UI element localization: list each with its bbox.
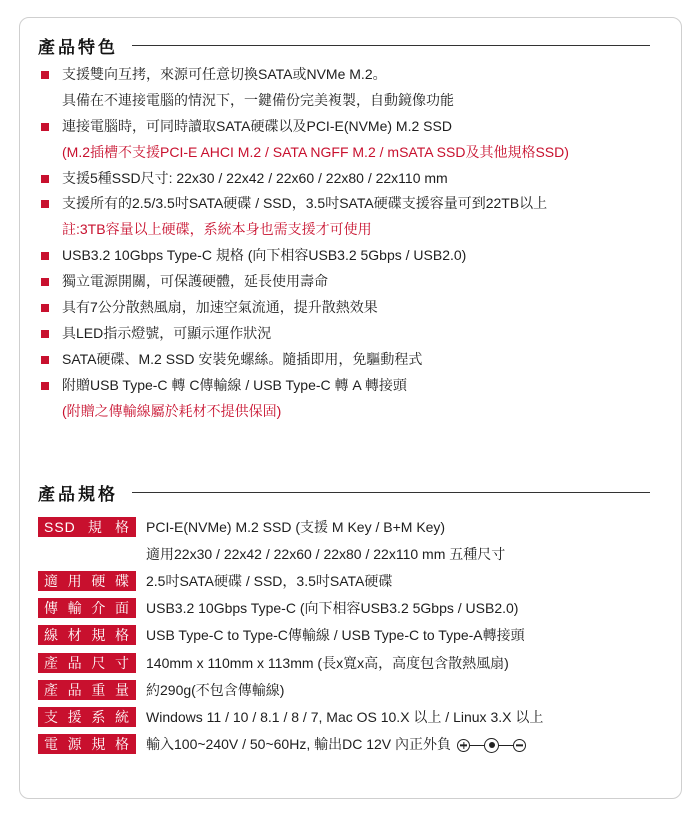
feature-text: (附贈之傳輸線屬於耗材不提供保固) xyxy=(62,402,282,419)
feature-text: 具備在不連接電腦的情況下，一鍵備份完美複製，自動鏡像功能 xyxy=(62,91,454,108)
spec-value-wrap xyxy=(38,544,505,564)
specs-table xyxy=(38,513,663,758)
feature-item xyxy=(38,114,663,140)
feature-text: 支援所有的2.5/3.5吋SATA硬碟 / SSD，3.5吋SATA硬碟支援容量可到22TB以上 xyxy=(62,195,548,212)
bullet-square-icon xyxy=(41,123,49,131)
spec-value-wrap xyxy=(136,734,526,754)
feature-text: 支援5種SSD尺寸: 22x30 / 22x42 / 22x60 / 22x80 / 22x110 mm xyxy=(62,169,448,186)
spec-value-wrap xyxy=(136,517,445,537)
features-header xyxy=(38,33,650,57)
spec-value-wrap xyxy=(136,680,284,700)
spec-label: SSD規格 xyxy=(38,517,136,537)
bullet-square-icon xyxy=(41,382,49,390)
feature-note xyxy=(38,399,663,425)
bullet-square-icon xyxy=(41,304,49,312)
bullet-square-icon xyxy=(41,330,49,338)
spec-value: USB3.2 10Gbps Type-C (向下相容USB3.2 5Gbps / USB2.0) xyxy=(146,600,519,617)
spec-label: 產品尺寸 xyxy=(38,653,136,673)
spec-label: 產品重量 xyxy=(38,680,136,700)
feature-item xyxy=(38,62,663,88)
spec-value: 適用22x30 / 22x42 / 22x60 / 22x80 / 22x110 mm 五種尺寸 xyxy=(146,545,506,562)
feature-text: 獨立電源開關，可保護硬體，延長使用壽命 xyxy=(62,273,328,290)
specs-divider xyxy=(132,492,650,493)
spec-label: 電源規格 xyxy=(38,734,136,754)
spec-row xyxy=(38,567,663,594)
spec-value: 約290g(不包含傳輸線) xyxy=(146,681,285,698)
bullet-square-icon xyxy=(41,252,49,260)
spec-row xyxy=(38,622,663,649)
specs-header xyxy=(38,480,650,504)
feature-item xyxy=(38,321,663,347)
spec-value-wrap xyxy=(136,625,525,645)
spec-row xyxy=(38,703,663,730)
spec-label: 線材規格 xyxy=(38,625,136,645)
feature-text: 支援雙向互拷，來源可任意切換SATA或NVMe M.2。 xyxy=(62,66,387,82)
feature-note xyxy=(38,88,663,114)
features-divider xyxy=(132,45,650,46)
spec-row xyxy=(38,731,663,758)
feature-item xyxy=(38,166,663,192)
bullet-square-icon xyxy=(41,200,49,208)
feature-text: (M.2插槽不支援PCI-E AHCI M.2 / SATA NGFF M.2 / mSATA SSD及其他規格SSD) xyxy=(62,143,569,160)
feature-text: 具LED指示燈號，可顯示運作狀況 xyxy=(62,324,272,341)
spec-value: USB Type-C to Type-C傳輸線 / USB Type-C to Type-A轉接頭 xyxy=(146,627,525,644)
spec-value-wrap xyxy=(136,598,518,618)
feature-text: 具有7公分散熱風扇，加速空氣流通，提升散熱效果 xyxy=(62,299,378,316)
feature-text: USB3.2 10Gbps Type-C 規格 (向下相容USB3.2 5Gbps / USB2.0) xyxy=(62,247,467,264)
feature-note xyxy=(38,217,663,243)
bullet-square-icon xyxy=(41,71,49,79)
spec-value: Windows 11 / 10 / 8.1 / 8 / 7, Mac OS 10.X 以上 / Linux 3.X 以上 xyxy=(146,708,544,725)
feature-item xyxy=(38,295,663,321)
feature-item xyxy=(38,243,663,269)
bullet-square-icon xyxy=(41,175,49,183)
spec-value: 140mm x 110mm x 113mm (長x寬x高，高度包含散熱風扇) xyxy=(146,654,509,671)
spec-row xyxy=(38,649,663,676)
spec-row xyxy=(38,540,663,567)
feature-item xyxy=(38,347,663,373)
spec-value: PCI-E(NVMe) M.2 SSD (支援 M Key / B+M Key) xyxy=(146,518,446,535)
feature-text: 註:3TB容量以上硬碟，系統本身也需支援才可使用 xyxy=(62,221,372,238)
specs-title: 產品規格 xyxy=(38,484,118,504)
spec-label: 適用硬碟 xyxy=(38,571,136,591)
spec-label: 傳輸介面 xyxy=(38,598,136,618)
feature-note xyxy=(38,140,663,166)
feature-text: SATA硬碟、M.2 SSD 安裝免螺絲。隨插即用，免驅動程式 xyxy=(62,350,423,367)
feature-item xyxy=(38,269,663,295)
feature-text: 附贈USB Type-C 轉 C傳輸線 / USB Type-C 轉 A 轉接頭 xyxy=(62,376,407,393)
spec-label: 支援系統 xyxy=(38,707,136,727)
spec-value-wrap xyxy=(136,707,543,727)
features-title: 產品特色 xyxy=(38,37,118,57)
spec-row xyxy=(38,513,663,540)
spec-row xyxy=(38,676,663,703)
feature-text: 連接電腦時，可同時讀取SATA硬碟以及PCI-E(NVMe) M.2 SSD xyxy=(62,117,452,134)
spec-value: 輸入100~240V / 50~60Hz, 輸出DC 12V 內正外負 xyxy=(146,736,452,753)
center-positive-polarity-icon xyxy=(457,738,526,753)
features-list xyxy=(38,62,663,424)
spec-value-wrap xyxy=(136,653,509,673)
bullet-square-icon xyxy=(41,278,49,286)
feature-item xyxy=(38,373,663,399)
spec-value-wrap xyxy=(136,571,392,591)
bullet-square-icon xyxy=(41,356,49,364)
spec-value: 2.5吋SATA硬碟 / SSD，3.5吋SATA硬碟 xyxy=(146,572,393,589)
spec-row xyxy=(38,595,663,622)
feature-item xyxy=(38,191,663,217)
